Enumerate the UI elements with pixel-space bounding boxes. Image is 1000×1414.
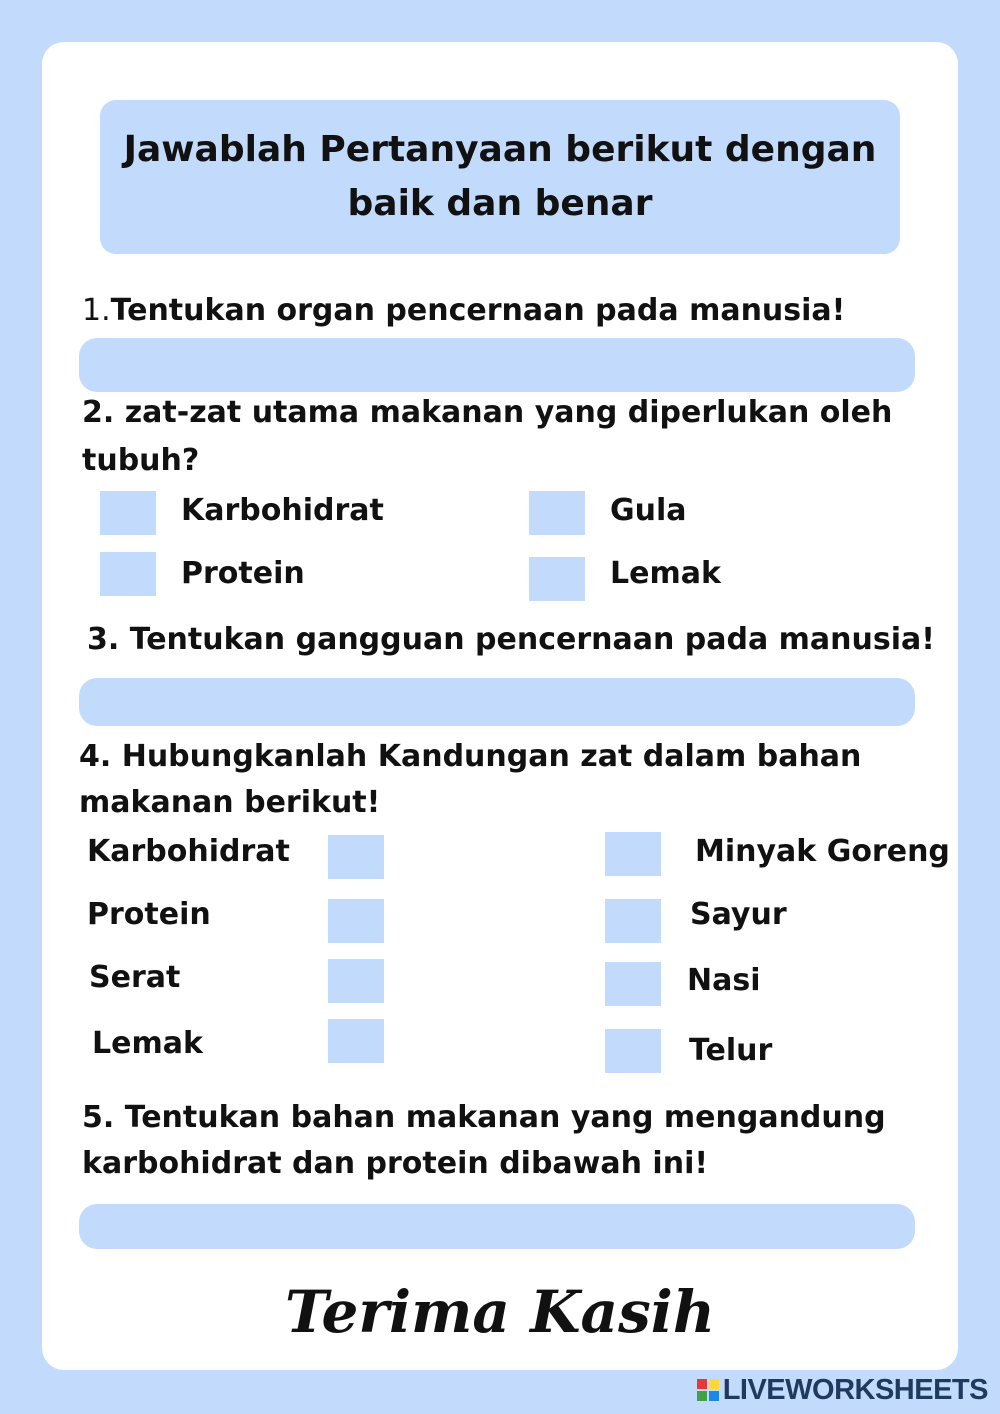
liveworksheets-logo-icon xyxy=(697,1379,719,1401)
question-5-line-1: 5. Tentukan bahan makanan yang mengandung xyxy=(82,1100,886,1135)
question-4-line-1: 4. Hubungkanlah Kandungan zat dalam bahan xyxy=(79,739,862,774)
answer-field-5[interactable] xyxy=(79,1204,915,1249)
question-5-line-2: karbohidrat dan protein dibawah ini! xyxy=(82,1146,709,1181)
answer-field-1[interactable] xyxy=(79,338,915,392)
option-lemak: Lemak xyxy=(610,556,721,591)
question-1-number: 1. xyxy=(82,293,111,328)
question-3: 3. Tentukan gangguan pencernaan pada manusia! xyxy=(87,622,935,657)
question-4-line-2: makanan berikut! xyxy=(79,785,381,820)
match-left-karbohidrat: Karbohidrat xyxy=(87,834,290,869)
question-1 xyxy=(82,288,845,334)
match-right-minyak-goreng: Minyak Goreng xyxy=(695,834,950,869)
match-right-box-1[interactable] xyxy=(605,832,661,876)
question-2-line-1: 2. zat-zat utama makanan yang diperlukan oleh xyxy=(82,395,893,430)
match-left-serat: Serat xyxy=(89,960,181,995)
match-left-box-1[interactable] xyxy=(328,835,384,879)
match-right-telur: Telur xyxy=(689,1033,773,1068)
checkbox-lemak[interactable] xyxy=(529,557,585,601)
option-gula: Gula xyxy=(610,493,687,528)
brand-name: LIVEWORKSHEETS xyxy=(722,1373,988,1406)
match-left-lemak: Lemak xyxy=(92,1026,203,1061)
checkbox-karbohidrat[interactable] xyxy=(100,491,156,535)
match-right-sayur: Sayur xyxy=(690,897,787,932)
match-right-nasi: Nasi xyxy=(687,963,761,998)
page-title: Jawablah Pertanyaan berikut dengan baik dan benar xyxy=(123,129,877,224)
liveworksheets-brand[interactable] xyxy=(697,1372,988,1408)
match-left-box-4[interactable] xyxy=(328,1019,384,1063)
answer-field-3[interactable] xyxy=(79,678,915,726)
title-banner xyxy=(100,100,900,254)
match-right-box-4[interactable] xyxy=(605,1029,661,1073)
option-karbohidrat: Karbohidrat xyxy=(181,493,384,528)
checkbox-gula[interactable] xyxy=(529,491,585,535)
checkbox-protein[interactable] xyxy=(100,552,156,596)
match-right-box-3[interactable] xyxy=(605,962,661,1006)
match-left-box-3[interactable] xyxy=(328,959,384,1003)
match-left-box-2[interactable] xyxy=(328,899,384,943)
option-protein: Protein xyxy=(181,556,305,591)
closing-text: Terima Kasih xyxy=(285,1278,715,1346)
match-left-protein: Protein xyxy=(87,897,211,932)
question-1-text: Tentukan organ pencernaan pada manusia! xyxy=(110,293,846,328)
match-right-box-2[interactable] xyxy=(605,899,661,943)
question-2-line-2: tubuh? xyxy=(82,443,200,478)
